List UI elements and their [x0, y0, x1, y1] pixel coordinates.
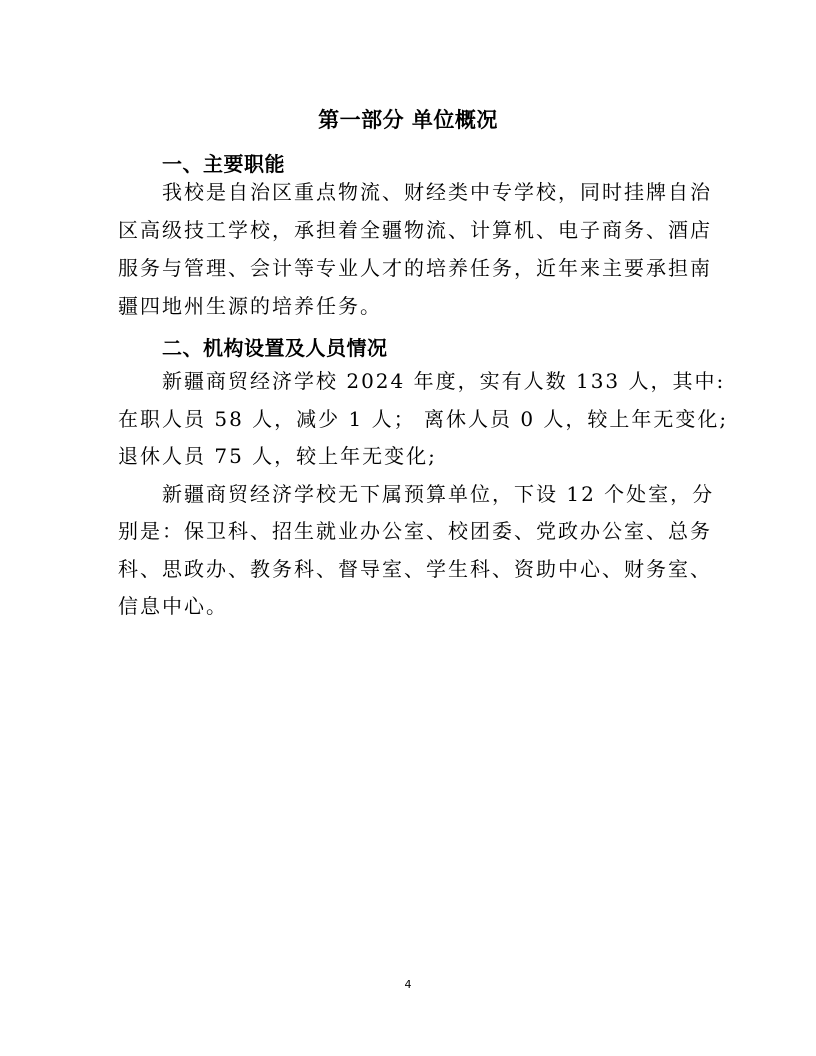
section-heading-functions: 一、主要职能: [162, 152, 285, 176]
page-title: 第一部分 单位概况: [318, 108, 498, 132]
paragraph-line: 区高级技工学校，承担着全疆物流、计算机、电子商务、酒店: [118, 218, 712, 242]
paragraph-line: 信息中心。: [118, 594, 228, 618]
paragraph-line: 疆四地州生源的培养任务。: [118, 294, 382, 318]
section-heading-organization: 二、机构设置及人员情况: [162, 336, 388, 360]
page-number: 4: [404, 978, 412, 991]
paragraph-line: 新疆商贸经济学校无下属预算单位，下设 12 个处室，分: [162, 482, 715, 506]
paragraph-line: 别是：保卫科、招生就业办公室、校团委、党政办公室、总务: [118, 519, 712, 543]
paragraph-line: 服务与管理、会计等专业人才的培养任务，近年来主要承担南: [118, 256, 712, 280]
paragraph-line: 科、思政办、教务科、督导室、学生科、资助中心、财务室、: [118, 557, 712, 581]
paragraph-line: 我校是自治区重点物流、财经类中专学校，同时挂牌自治: [162, 180, 712, 204]
paragraph-line: 退休人员 75 人，较上年无变化;: [118, 444, 437, 468]
paragraph-line: 在职人员 58 人，减少 1 人； 离休人员 0 人，较上年无变化;: [118, 407, 729, 431]
paragraph-line: 新疆商贸经济学校 2024 年度，实有人数 133 人，其中:: [162, 369, 726, 393]
